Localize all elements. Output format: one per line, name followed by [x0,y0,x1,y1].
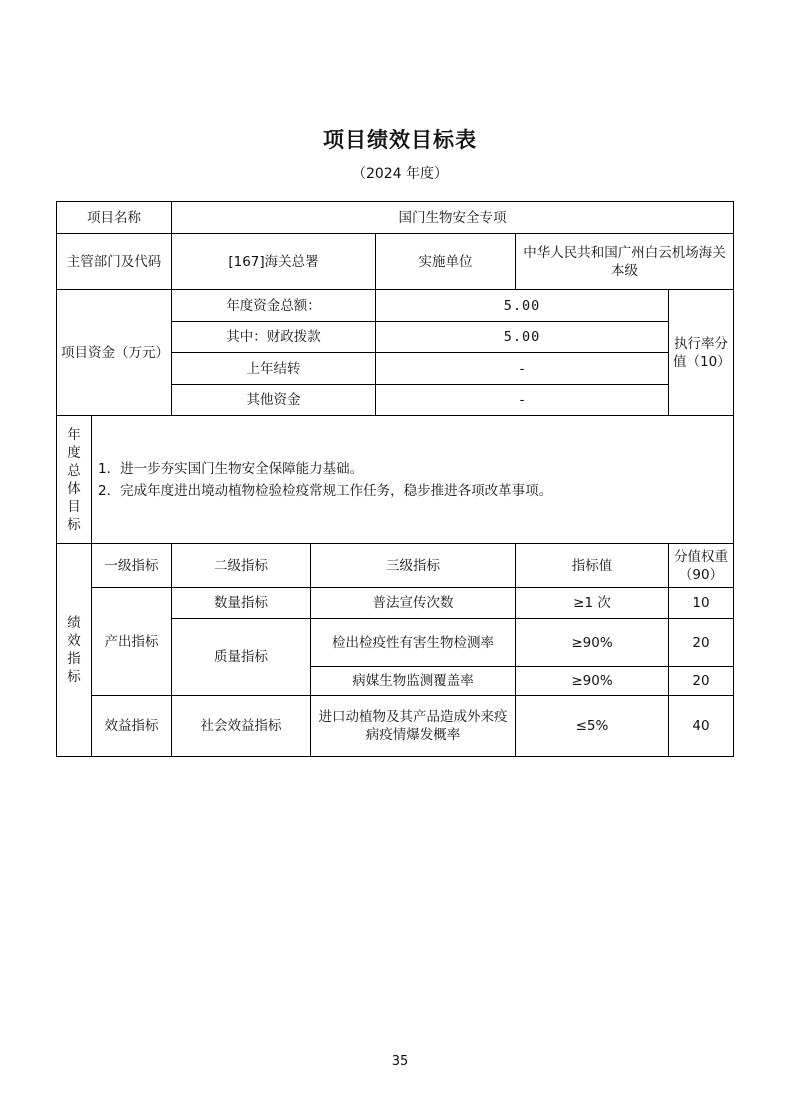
project-name-label: 项目名称 [57,202,172,234]
indicator-name: 普法宣传次数 [311,588,516,619]
page-title: 项目绩效目标表 [323,128,477,152]
funds-other-label: 其他资金 [172,385,376,416]
indicator-name: 检出检疫性有害生物检测率 [311,619,516,667]
header-weight: 分值权重（90） [669,544,734,588]
page-number: 35 [391,1054,409,1069]
funds-total-label: 年度资金总额： [172,290,376,322]
level1-output: 产出指标 [92,588,172,696]
indicator-weight: 10 [669,588,734,619]
funds-fiscal-value: 5.00 [376,322,669,353]
funds-carryover-value: - [376,353,669,385]
indicator-weight: 40 [669,696,734,757]
page-subtitle: （2024 年度） [351,166,449,182]
header-level3: 三级指标 [311,544,516,588]
indicator-value: ≤5% [516,696,669,757]
funds-fiscal-label: 其中：财政拨款 [172,322,376,353]
funds-other-value: - [376,385,669,416]
header-level1: 一级指标 [92,544,172,588]
unit-label: 实施单位 [376,234,516,290]
indicators-label: 绩效指标 [57,544,92,757]
level2-social-benefit: 社会效益指标 [172,696,311,757]
indicator-weight: 20 [669,619,734,667]
indicator-value: ≥90% [516,667,669,696]
unit-value: 中华人民共和国广州白云机场海关本级 [516,234,734,290]
level2-quality: 质量指标 [172,619,311,696]
dept-value: [167]海关总署 [172,234,376,290]
level1-benefit: 效益指标 [92,696,172,757]
level2-quantity: 数量指标 [172,588,311,619]
indicator-value: ≥1 次 [516,588,669,619]
goal-item: 1．进一步夯实国门生物安全保障能力基础。 [98,460,364,477]
funds-total-value: 5.00 [376,290,669,322]
funds-carryover-label: 上年结转 [172,353,376,385]
execution-score-label: 执行率分值（10） [669,290,734,416]
project-name-value: 国门生物安全专项 [172,202,734,234]
funds-label: 项目资金（万元） [57,290,172,416]
dept-label: 主管部门及代码 [57,234,172,290]
goals-content [92,416,734,544]
header-value: 指标值 [516,544,669,588]
indicator-name: 病媒生物监测覆盖率 [311,667,516,696]
indicator-weight: 20 [669,667,734,696]
indicator-value: ≥90% [516,619,669,667]
goal-item: 2．完成年度进出境动植物检验检疫常规工作任务，稳步推进各项改革事项。 [98,482,553,499]
indicator-name: 进口动植物及其产品造成外来疫病疫情爆发概率 [311,696,516,757]
goals-label: 年度总体目标 [57,416,92,544]
performance-table [56,201,734,757]
header-level2: 二级指标 [172,544,311,588]
